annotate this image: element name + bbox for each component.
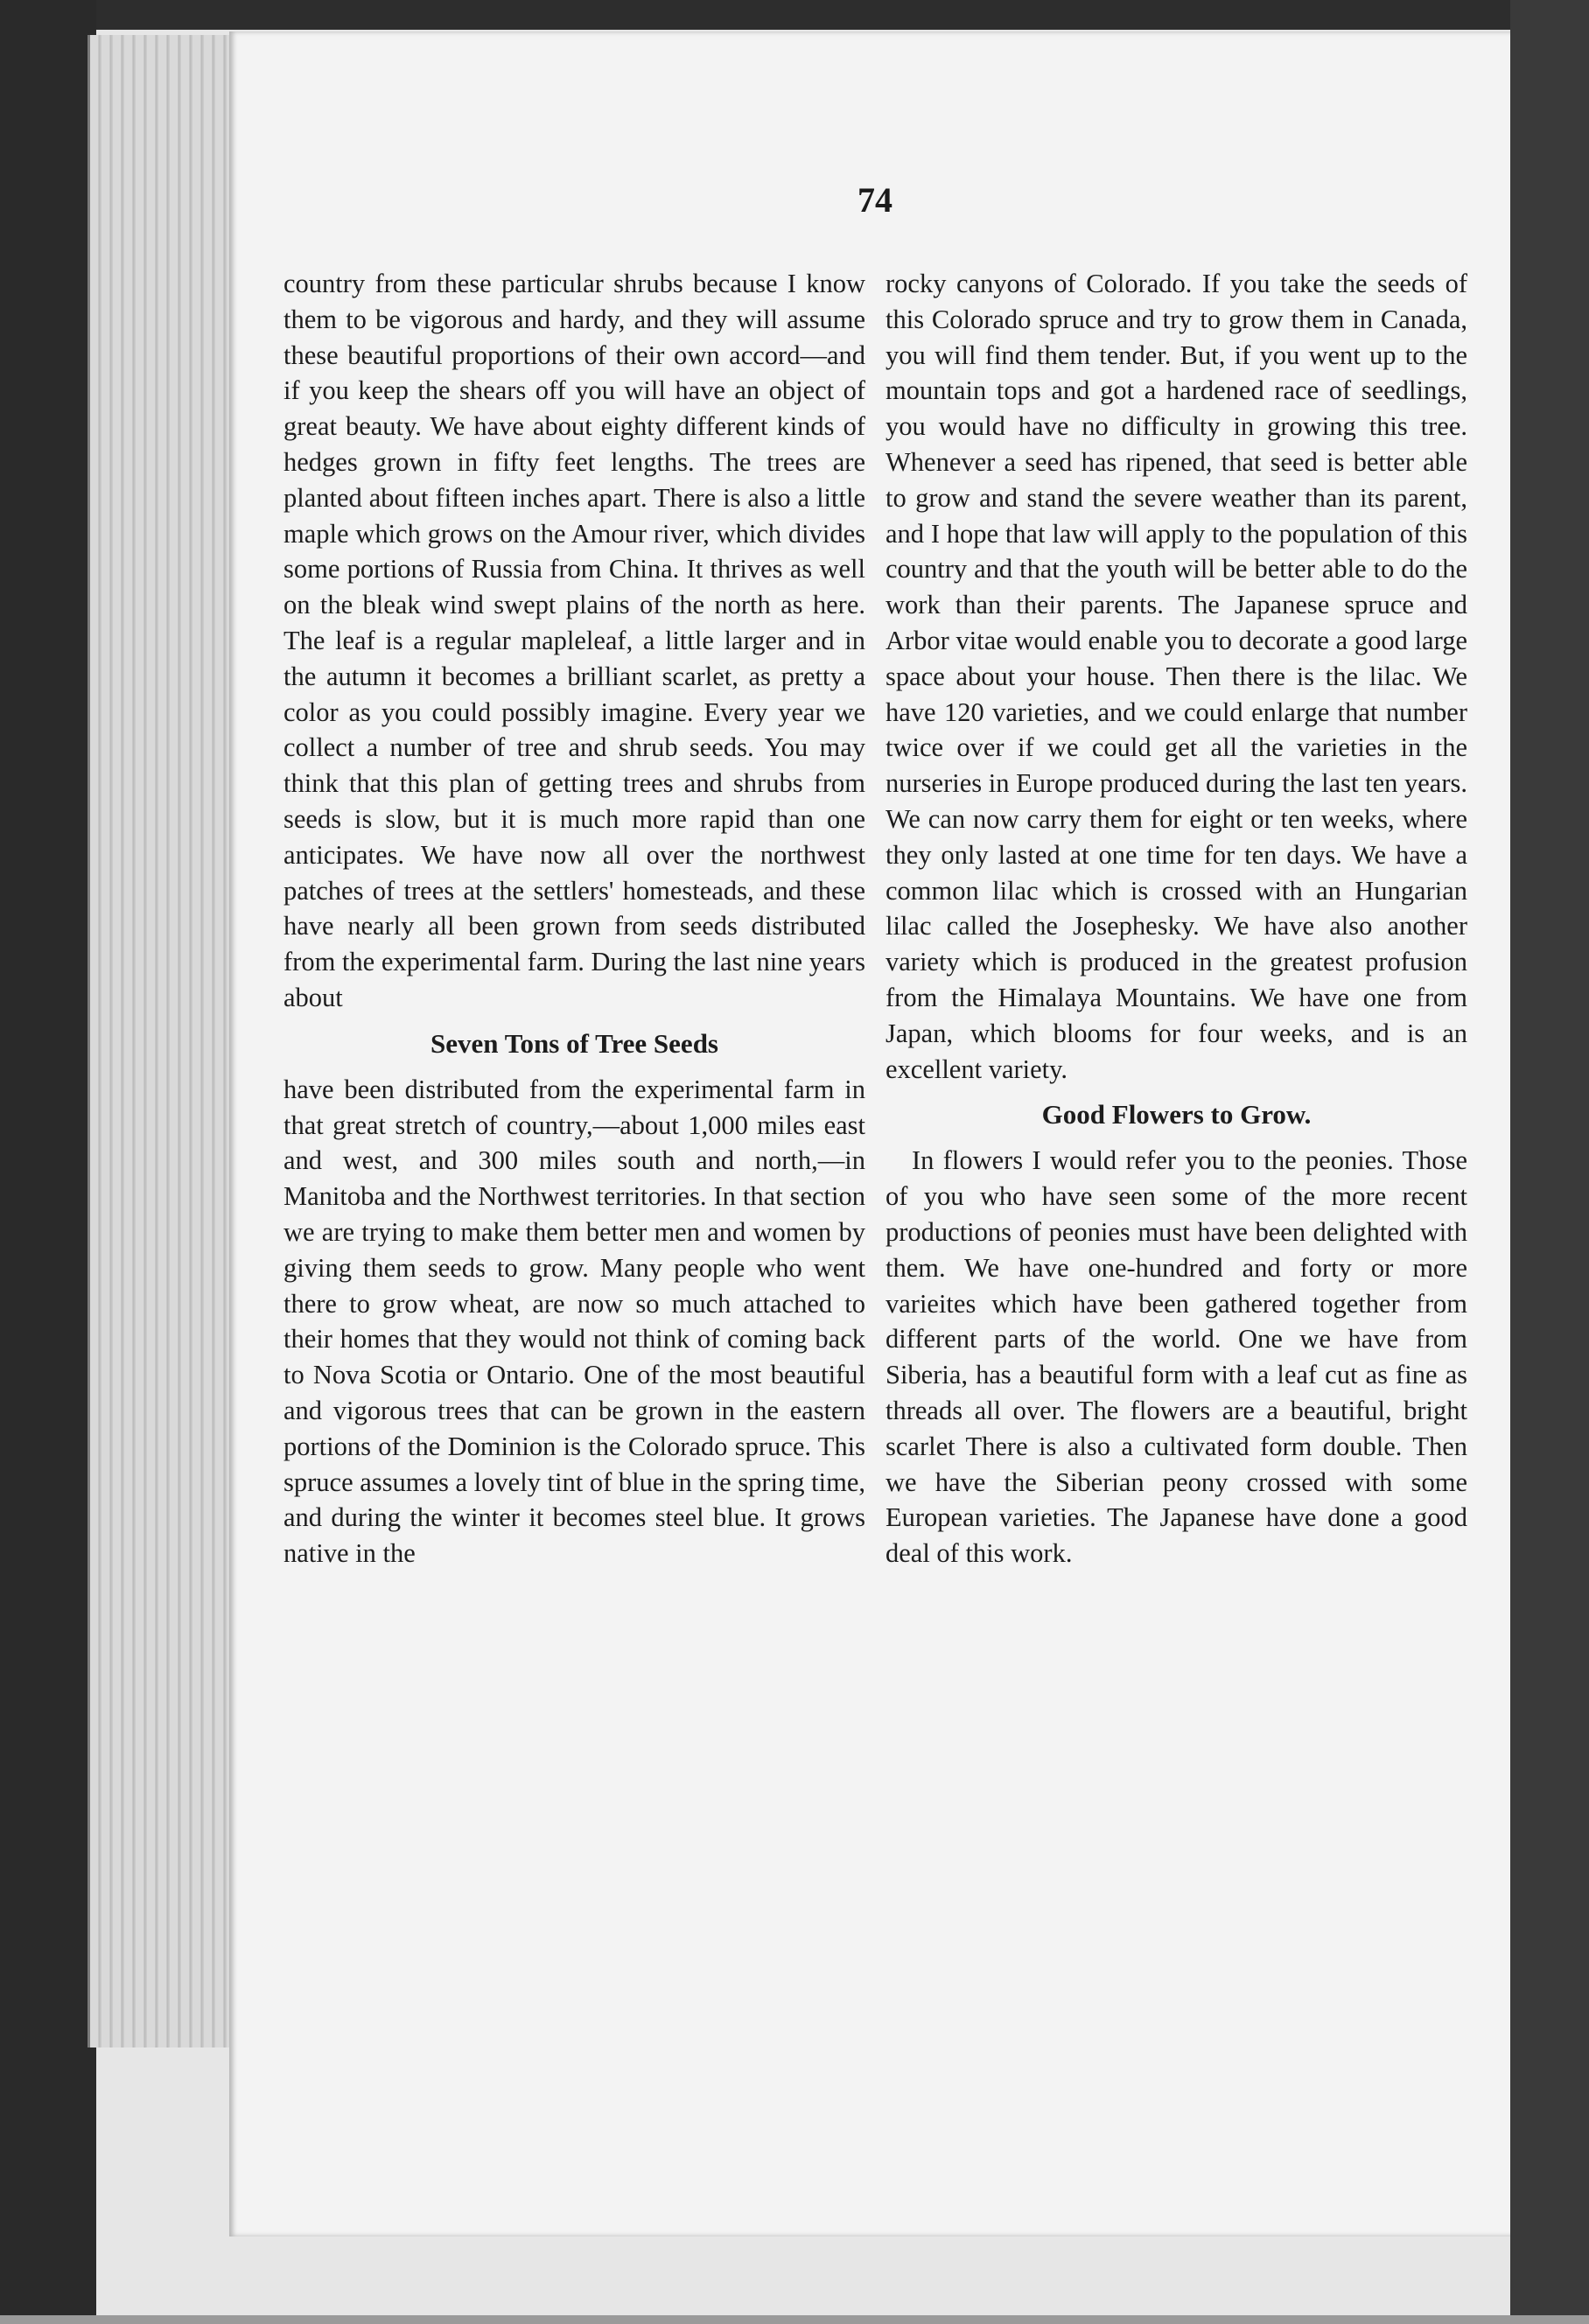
left-paragraph-1: country from these particular shrubs because I know them to be vigorous and hardy, and they will assume these beautiful proportions of their own accord—and if you keep the shears off you will have an object of great beauty. We have about eighty different kinds of hedges grown in fifty feet lengths. The trees are planted about fifteen inches apart. There is also a little maple which grows on the Amour river, which divides some portions of Russia from China. It thrives as well on the bleak wind swept plains of the north as here. The leaf is a regular mapleleaf, a little larger and in the autumn it becomes a brilliant scarlet, as pretty a color as you could possibly imagine. Every year we collect a number of tree and shrub seeds. You may think that this plan of getting trees and shrubs from seeds is slow, but it is much more rapid than one anticipates. We have now all over the northwest patches of trees at the settlers' homesteads, and these have nearly all been grown from seeds distributed from the experimental farm. During the last nine years about [284, 269, 865, 1012]
left-paragraph-2: have been distributed from the experimental farm in that great stretch of country,—about 1,000 miles east and west, and 300 miles south and north,—in Manitoba and the Northwest territories. In that section we are trying to make them better men and women by giving them seeds to grow. Many people who went there to grow wheat, are now so much attached to their homes that they would not think of coming back to Nova Scotia or Ontario. One of the most beautiful and vigorous trees that can be grown in the eastern portions of the Dominion is the Colorado spruce. This spruce assumes a lovely tint of blue in the spring time, and during the winter it becomes steel blue. It grows native in the [284, 1074, 865, 1569]
scan-left-background [0, 0, 96, 2324]
scan-top-border [0, 0, 1589, 30]
section-heading-tree-seeds: Seven Tons of Tree Seeds [430, 1027, 718, 1059]
section-heading-good-flowers: Good Flowers to Grow. [1041, 1099, 1312, 1130]
scan-right-background [1510, 0, 1589, 2324]
right-paragraph-2: In flowers I would refer you to the peonies. Those of you who have seen some of the more recent productions of peonies must have been delighted with them. We have one-hundred and forty or more varieites which have been gathered together from different parts of the world. One we have from Siberia, has a beautiful form with a leaf cut as fine as threads all over. The flowers are a beautiful, bright scarlet There is also a cultivated form double. Then we have the Siberian peony crossed with some European varieties. The Japanese have done a good deal of this work. [886, 1145, 1467, 1569]
left-text-column [284, 266, 865, 1572]
page-number: 74 [858, 180, 892, 220]
scan-bottom-border [0, 2315, 1589, 2324]
page-edge-stack [88, 35, 239, 2048]
right-text-column [886, 266, 1467, 1572]
right-paragraph-1: rocky canyons of Colorado. If you take the seeds of this Colorado spruce and try to grow them in Canada, you will find them tender. But, if you went up to the mountain tops and got a hardened race of seedlings, you would have no difficulty in growing this tree. Whenever a seed has ripened, that seed is better able to grow and stand the severe weather than its parent, and I hope that law will apply to the population of this country and that the youth will be better able to do the work than their parents. The Japanese spruce and Arbor vitae would enable you to decorate a good large space about your house. Then there is the lilac. We have 120 varieties, and we could enlarge that number twice over if we could get all the varieties in the nurseries in Europe produced during the last ten years. We can now carry them for eight or ten weeks, where they only lasted at one time for ten days. We have a common lilac which is crossed with an Hungarian lilac called the Josephesky. We have also another variety which is produced in the greatest profusion from the Himalaya Mountains. We have one from Japan, which blooms for four weeks, and is an excellent variety. [886, 269, 1467, 1084]
